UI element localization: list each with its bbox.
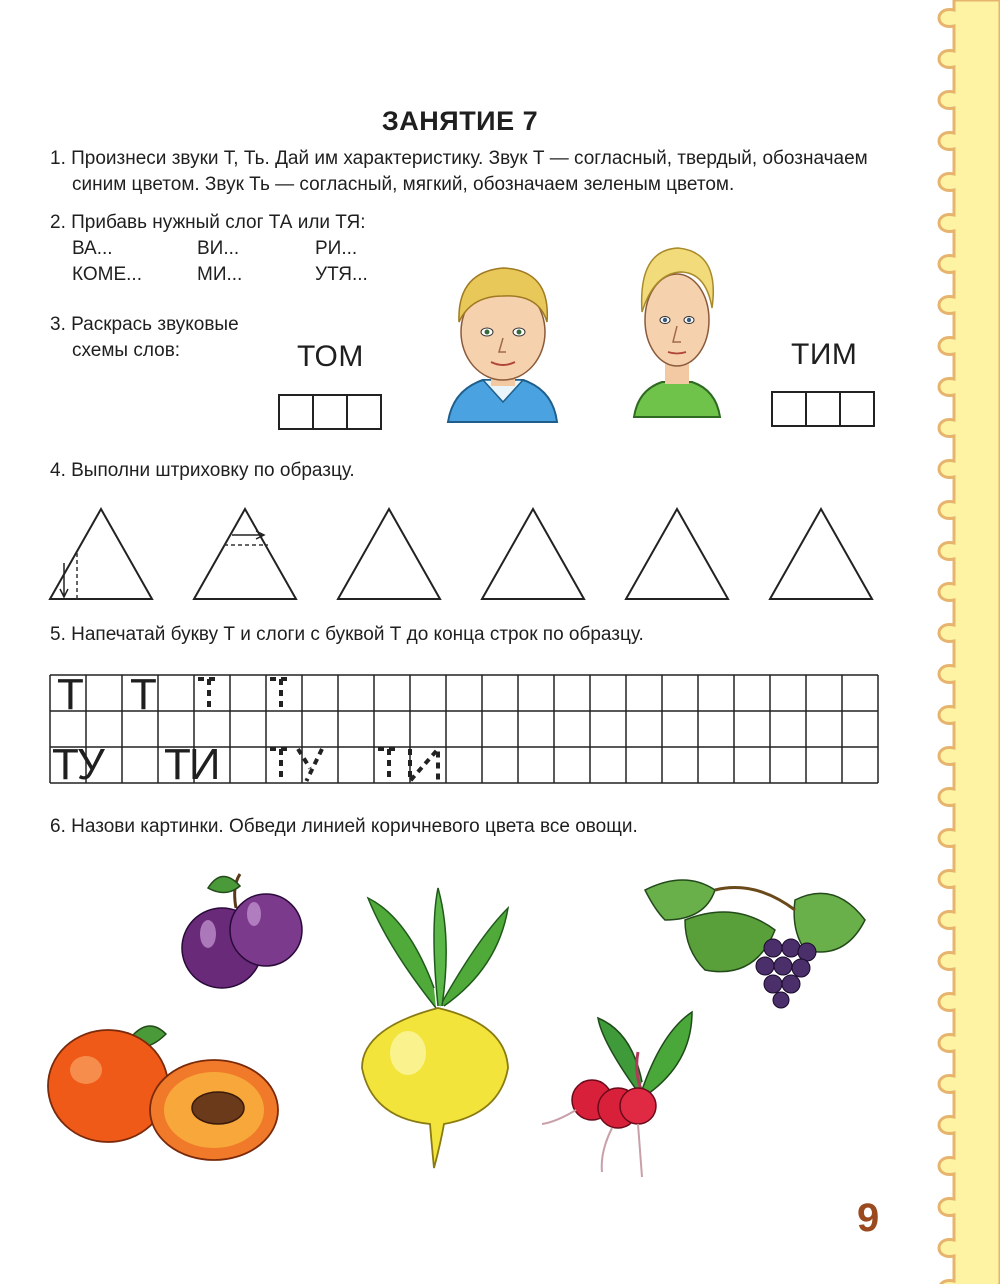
dotted-trace-letters <box>48 673 878 789</box>
task2-item: КОМЕ... <box>72 264 142 285</box>
plums-illustration <box>178 868 308 993</box>
task2-item: ВА... <box>72 238 113 259</box>
task2-item: РИ... <box>315 238 358 259</box>
hatching-triangle[interactable] <box>626 509 728 599</box>
hatching-triangle[interactable] <box>338 509 440 599</box>
task5-text: 5. Напечатай букву Т и слоги с буквой Т до конца строк по образцу. <box>50 624 644 645</box>
scheme-cell[interactable] <box>348 396 380 428</box>
grapes-illustration <box>645 870 870 1020</box>
arrow-right-icon <box>232 531 264 539</box>
scheme-cell[interactable] <box>807 393 841 425</box>
dotted-letter-t <box>270 679 292 711</box>
task3-line2: схемы слов: <box>72 340 181 361</box>
dotted-letter-u <box>298 749 322 781</box>
peaches-illustration <box>46 1014 281 1164</box>
row2-sample-syllable: ТИ <box>164 740 219 789</box>
hatching-triangle[interactable] <box>50 509 152 599</box>
dotted-letter-t <box>198 679 220 711</box>
hatching-triangle[interactable] <box>194 509 296 599</box>
dotted-letter-i <box>410 749 438 781</box>
page-number: 9 <box>857 1196 880 1240</box>
puzzle-border <box>920 0 1000 1284</box>
hatching-triangle[interactable] <box>482 509 584 599</box>
task2-item: УТЯ... <box>315 264 368 285</box>
radishes-illustration <box>542 1012 702 1187</box>
word-tim: ТИМ <box>791 338 858 371</box>
scheme-cell[interactable] <box>773 393 807 425</box>
sound-scheme-tim[interactable] <box>771 391 875 427</box>
task2-item: ВИ... <box>197 238 240 259</box>
task3-line1: 3. Раскрась звуковые <box>50 314 239 335</box>
sound-scheme-tom[interactable] <box>278 394 382 430</box>
scheme-cell[interactable] <box>280 396 314 428</box>
word-tom: ТОМ <box>297 340 364 373</box>
lesson-title: ЗАНЯТИЕ 7 <box>381 106 539 136</box>
scheme-cell[interactable] <box>841 393 873 425</box>
task6-text: 6. Назови картинки. Обведи линией коричневого цвета все овощи. <box>50 816 638 837</box>
task2-item: МИ... <box>197 264 243 285</box>
hatching-triangle[interactable] <box>770 509 872 599</box>
row2-sample-syllable: ТУ <box>52 740 103 789</box>
hatching-triangles[interactable] <box>40 505 900 605</box>
scheme-cell[interactable] <box>314 396 348 428</box>
task2-heading: 2. Прибавь нужный слог ТА или ТЯ: <box>50 212 366 233</box>
dotted-letter-t <box>270 749 292 781</box>
task1-line2: синим цветом. Звук Ть — согласный, мягкий, обозначаем зеленым цветом. <box>72 174 735 195</box>
row1-sample-letter: Т <box>130 670 157 719</box>
boy-tom-illustration <box>443 252 563 422</box>
man-tim-illustration <box>632 242 722 417</box>
task4-text: 4. Выполни штриховку по образцу. <box>50 460 355 481</box>
dotted-letter-t <box>378 749 400 781</box>
task1-line1: 1. Произнеси звуки Т, Ть. Дай им характеристику. Звук Т — согласный, твердый, обозначаем <box>50 148 868 169</box>
turnip-illustration <box>348 888 528 1173</box>
row1-sample-letter: Т <box>57 670 84 719</box>
